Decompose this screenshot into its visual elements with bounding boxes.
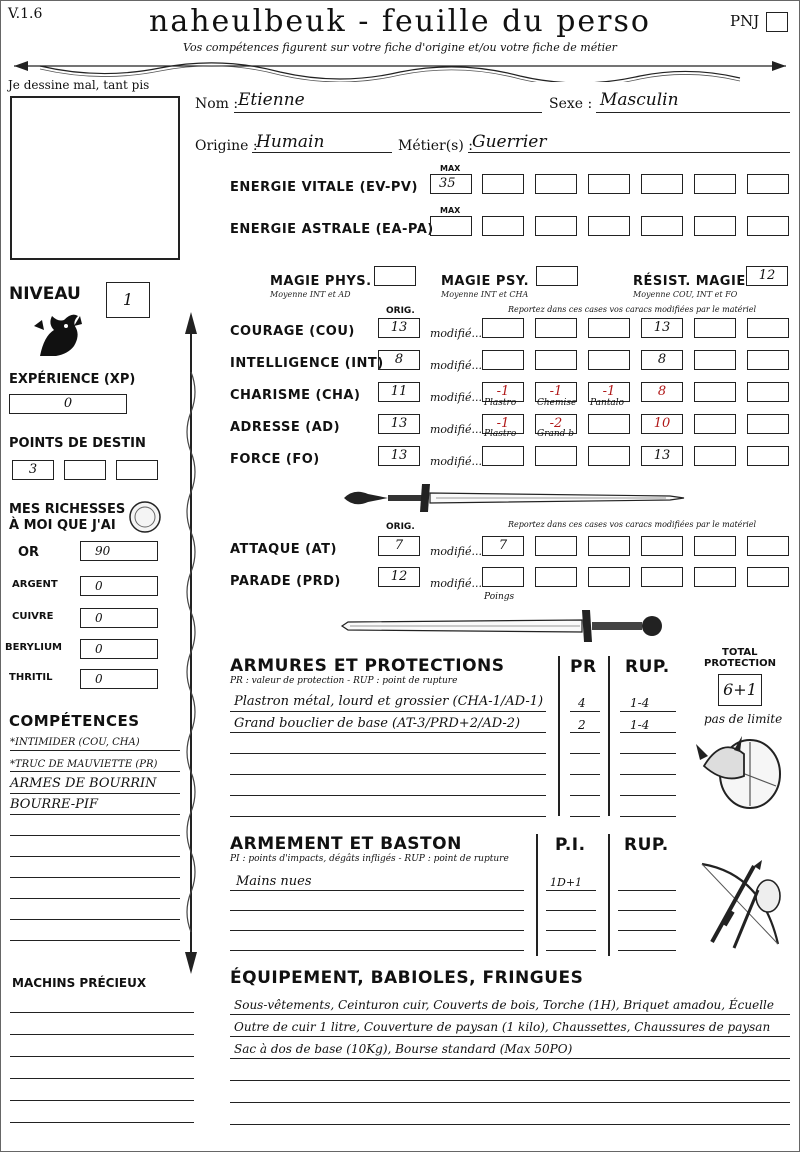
prd-box[interactable] (694, 567, 736, 587)
weapons-divider (536, 834, 538, 956)
precious-line (10, 1034, 194, 1035)
ev-box[interactable] (535, 174, 577, 194)
prd-box[interactable] (588, 567, 630, 587)
ea-max-value[interactable] (430, 216, 472, 236)
poings-note: Poings (484, 592, 515, 602)
resist-label: RÉSIST. MAGIE (633, 274, 746, 289)
stat-mod-cell[interactable] (482, 446, 524, 466)
weapon-line (230, 910, 524, 911)
ea-max-label: MAX (440, 206, 461, 215)
stat-mod-cell[interactable]: 8 (641, 350, 683, 370)
magic-psy-sub: Moyenne INT et CHA (441, 290, 529, 299)
skill-line (10, 898, 180, 899)
skill-line (10, 814, 180, 815)
skills-title: COMPÉTENCES (9, 712, 140, 730)
wealth-name-berylium: BERYLIUM (5, 642, 63, 653)
at-box[interactable] (588, 536, 630, 556)
stat-item-note: Plastro (484, 429, 517, 439)
stat-mod-cell[interactable] (694, 350, 736, 370)
nom-label: Nom : (195, 96, 239, 112)
precious-line (10, 1012, 194, 1013)
armor-pr-label: PR (570, 657, 597, 677)
stat-mod-cell[interactable] (747, 318, 789, 338)
stat-mod-cell[interactable] (588, 446, 630, 466)
equipment-line (230, 1058, 790, 1059)
armor-divider (608, 656, 610, 816)
at-modifie: modifié... (430, 545, 482, 558)
equipment-line (230, 1036, 790, 1037)
weapon-line (618, 930, 676, 931)
ea-box[interactable] (588, 216, 630, 236)
armor-line (230, 816, 546, 817)
at-orig[interactable]: 7 (378, 536, 420, 556)
wealth-label-1: MES RICHESSES (9, 502, 126, 517)
ev-box[interactable] (482, 174, 524, 194)
ea-box[interactable] (747, 216, 789, 236)
wealth-value-or[interactable]: 90 (80, 541, 158, 561)
stat-orig-value[interactable]: 8 (378, 350, 420, 370)
skill-item: ARMES DE BOURRIN (10, 776, 157, 791)
ea-box[interactable] (482, 216, 524, 236)
xp-label: EXPÉRIENCE (XP) (9, 372, 136, 387)
stat-orig-value[interactable]: 13 (378, 414, 420, 434)
total-protection-value[interactable]: 6+1 (718, 674, 762, 706)
prd-label: PARADE (PRD) (230, 574, 341, 589)
stat-mod-cell[interactable] (747, 382, 789, 402)
stat-mod-cell[interactable] (694, 414, 736, 434)
armor-line (570, 711, 600, 712)
stat-mod-cell[interactable]: 13 (641, 446, 683, 466)
weapon-line (230, 890, 524, 891)
weapons-rup-label: RUP. (624, 835, 669, 855)
skill-item: *TRUC DE MAUVIETTE (PR) (10, 759, 158, 770)
nom-line (234, 112, 542, 113)
ev-max-label: MAX (440, 164, 461, 173)
armor-line (230, 753, 546, 754)
stat-mod-cell[interactable]: 10 (641, 414, 683, 434)
weapon-line (230, 950, 524, 951)
ea-box[interactable] (694, 216, 736, 236)
ev-box[interactable] (747, 174, 789, 194)
equipment-line-text: Sac à dos de base (10Kg), Bourse standard (Max 50PO) (234, 1042, 573, 1056)
stat-modifie-label: modifié... (430, 455, 482, 468)
at-mod-1[interactable]: 7 (482, 536, 524, 556)
equipment-line-text: Outre de cuir 1 litre, Couverture de paysan (1 kilo), Chaussettes, Chaussures de paysan (234, 1020, 771, 1034)
at-box[interactable] (694, 536, 736, 556)
weapons-title: ARMEMENT ET BASTON (230, 834, 462, 854)
skill-line (10, 793, 180, 794)
magic-phys-sub: Moyenne INT et AD (270, 290, 351, 299)
stat-modifie-label: modifié... (430, 327, 482, 340)
sexe-value[interactable]: Masculin (600, 90, 679, 110)
magic-psy-box[interactable] (536, 266, 578, 286)
stat-mod-cell[interactable] (747, 446, 789, 466)
armor-line (230, 795, 546, 796)
wealth-value-argent[interactable]: 0 (80, 576, 158, 596)
equipment-line (230, 1014, 790, 1015)
armor-divider (558, 656, 560, 816)
spear-icon (180, 312, 202, 974)
sword-icon (336, 478, 686, 518)
stat-mod-cell[interactable] (588, 350, 630, 370)
stat-mod-cell[interactable] (482, 318, 524, 338)
prd-box[interactable] (482, 567, 524, 587)
stats-orig-label: ORIG. (386, 306, 415, 316)
weapons-divider (608, 834, 610, 956)
prd-modifie: modifié... (430, 577, 482, 590)
precious-line (10, 1056, 194, 1057)
stat-orig-value[interactable]: 11 (378, 382, 420, 402)
precious-line (10, 1122, 194, 1123)
stats-note: Reportez dans ces cases vos caracs modifiées par le matériel (508, 305, 757, 314)
armor-line (570, 795, 600, 796)
origine-value[interactable]: Humain (256, 132, 325, 152)
ev-max-value[interactable]: 35 (430, 174, 472, 194)
stat-label: CHARISME (CHA) (230, 388, 361, 403)
ea-label: ENERGIE ASTRALE (EA-PA) (230, 222, 434, 237)
weapon-line (618, 910, 676, 911)
level-label: NIVEAU (9, 284, 81, 304)
weapons-icon (694, 856, 786, 952)
pas-de-limite: pas de limite (704, 712, 783, 726)
at-box[interactable] (535, 536, 577, 556)
prd-box[interactable] (535, 567, 577, 587)
at-label: ATTAQUE (AT) (230, 542, 337, 557)
armor-title: ARMURES ET PROTECTIONS (230, 656, 505, 676)
magic-phys-box[interactable] (374, 266, 416, 286)
sexe-label: Sexe : (549, 96, 593, 112)
stat-mod-cell[interactable] (535, 318, 577, 338)
version-label: V.1.6 (8, 6, 43, 22)
armor-line (570, 774, 600, 775)
stat-orig-value[interactable]: 13 (378, 446, 420, 466)
precious-line (10, 1100, 194, 1101)
weapon-row-pi: 1D+1 (550, 876, 583, 889)
stat-mod-cell[interactable]: 8 (641, 382, 683, 402)
armor-sub: PR : valeur de protection - RUP : point de rupture (230, 676, 458, 686)
destin-value[interactable]: 3 (12, 460, 54, 480)
sword-icon (336, 606, 686, 646)
level-value[interactable]: 1 (106, 282, 150, 318)
weapons-pi-label: P.I. (555, 835, 586, 855)
stat-mod-cell[interactable] (588, 318, 630, 338)
equipment-line-text: Sous-vêtements, Ceinturon cuir, Couverts de bois, Torche (1H), Briquet amadou, Écuelle (234, 998, 774, 1012)
stat-mod-cell[interactable] (694, 446, 736, 466)
armor-line (570, 732, 600, 733)
magic-phys-label: MAGIE PHYS. (270, 274, 372, 289)
weapon-line (546, 950, 596, 951)
armor-row-pr: 4 (578, 696, 586, 710)
dragon-icon (30, 306, 86, 364)
armor-line (230, 711, 546, 712)
stat-mod-cell[interactable]: -2 (535, 414, 577, 434)
stat-modifie-label: modifié... (430, 391, 482, 404)
stat-mod-cell[interactable] (535, 446, 577, 466)
ev-box[interactable] (641, 174, 683, 194)
destin-box-2[interactable] (64, 460, 106, 480)
stat-item-note: Pantalo (590, 398, 625, 408)
wealth-name-thritil: THRITIL (9, 672, 53, 683)
combat-orig-label: ORIG. (386, 522, 415, 532)
stat-mod-cell[interactable]: 13 (641, 318, 683, 338)
armor-row-rup: 1-4 (630, 718, 650, 732)
stat-label: INTELLIGENCE (INT) (230, 356, 384, 371)
wealth-name-argent: ARGENT (12, 579, 58, 590)
skill-line (10, 750, 180, 751)
armor-line (620, 711, 676, 712)
sexe-line (596, 112, 790, 113)
weapon-line (546, 930, 596, 931)
weapon-line (618, 890, 676, 891)
metier-value[interactable]: Guerrier (472, 132, 547, 152)
weapon-line (546, 910, 596, 911)
armor-row-name: Grand bouclier de base (AT-3/PRD+2/AD-2) (234, 716, 521, 731)
skill-line (10, 835, 180, 836)
stat-item-note: Chemise (537, 398, 577, 408)
at-box[interactable] (641, 536, 683, 556)
armor-row-rup: 1-4 (630, 696, 650, 710)
resist-sub: Moyenne COU, INT et FO (633, 290, 738, 299)
wealth-label-2: À MOI QUE J'AI (9, 518, 116, 533)
wealth-name-or: OR (18, 545, 40, 560)
destin-box-3[interactable] (116, 460, 158, 480)
stat-modifie-label: modifié... (430, 359, 482, 372)
wealth-name-cuivre: CUIVRE (12, 611, 54, 622)
skill-line (10, 771, 180, 772)
stat-mod-cell[interactable] (747, 414, 789, 434)
equipment-line (230, 1102, 790, 1103)
armor-line (230, 732, 546, 733)
skill-line (10, 940, 180, 941)
portrait-label: Je dessine mal, tant pis (8, 78, 150, 92)
equipment-line (230, 1080, 790, 1081)
wealth-value-berylium[interactable]: 0 (80, 639, 158, 659)
helmet-shield-icon (694, 726, 786, 812)
stat-label: COURAGE (COU) (230, 324, 355, 339)
stat-mod-cell[interactable] (694, 382, 736, 402)
sheet-title: naheulbeuk - feuille du perso (149, 4, 651, 39)
skill-line (10, 919, 180, 920)
xp-value[interactable]: 0 (9, 394, 127, 414)
skill-item: *INTIMIDER (COU, CHA) (10, 737, 140, 748)
stat-item-note: Plastro (484, 398, 517, 408)
stat-label: FORCE (FO) (230, 452, 320, 467)
total-label-1: TOTAL (722, 647, 758, 658)
armor-line (620, 774, 676, 775)
armor-line (620, 732, 676, 733)
precious-title: MACHINS PRÉCIEUX (12, 976, 147, 990)
origine-line (252, 152, 392, 153)
stat-mod-cell[interactable]: -1 (588, 382, 630, 402)
total-label-2: PROTECTION (704, 658, 776, 669)
ev-label: ENERGIE VITALE (EV-PV) (230, 180, 418, 195)
stat-modifie-label: modifié... (430, 423, 482, 436)
resist-value[interactable]: 12 (746, 266, 788, 286)
destin-label: POINTS DE DESTIN (9, 436, 146, 451)
magic-psy-label: MAGIE PSY. (441, 274, 530, 289)
stat-mod-cell[interactable] (747, 350, 789, 370)
coin-icon (128, 500, 162, 534)
wealth-value-thritil[interactable]: 0 (80, 669, 158, 689)
armor-rup-label: RUP. (625, 657, 670, 677)
stat-label: ADRESSE (AD) (230, 420, 341, 435)
armor-line (620, 816, 676, 817)
armor-line (620, 795, 676, 796)
pnj-label: PNJ (730, 12, 760, 30)
pnj-checkbox[interactable] (766, 12, 788, 32)
prd-orig[interactable]: 12 (378, 567, 420, 587)
stat-mod-cell[interactable]: -1 (535, 382, 577, 402)
armor-row-pr: 2 (578, 718, 586, 732)
weapon-line (618, 950, 676, 951)
equipment-title: ÉQUIPEMENT, BABIOLES, FRINGUES (230, 968, 584, 988)
stat-orig-value[interactable]: 13 (378, 318, 420, 338)
weapon-row-name: Mains nues (236, 874, 312, 889)
stat-mod-cell[interactable] (588, 414, 630, 434)
equipment-line (230, 1124, 790, 1125)
skill-line (10, 877, 180, 878)
stat-item-note: Grand b (537, 429, 575, 439)
nom-value[interactable]: Etienne (238, 90, 305, 110)
metier-line (468, 152, 790, 153)
ev-box[interactable] (588, 174, 630, 194)
combat-note: Reportez dans ces cases vos caracs modifiées par le matériel (508, 520, 757, 529)
prd-box[interactable] (641, 567, 683, 587)
wealth-value-cuivre[interactable]: 0 (80, 608, 158, 628)
armor-line (570, 753, 600, 754)
portrait-box[interactable] (10, 96, 180, 260)
armor-line (230, 774, 546, 775)
weapons-sub: PI : points d'impacts, dégâts infligés - RUP : point de rupture (230, 854, 509, 864)
weapon-line (546, 890, 596, 891)
ev-box[interactable] (694, 174, 736, 194)
at-box[interactable] (747, 536, 789, 556)
armor-line (620, 753, 676, 754)
armor-line (570, 816, 600, 817)
weapon-line (230, 930, 524, 931)
skill-line (10, 856, 180, 857)
skill-item: BOURRE-PIF (10, 797, 99, 812)
prd-box[interactable] (747, 567, 789, 587)
origine-label: Origine : (195, 138, 258, 154)
stat-mod-cell[interactable] (535, 350, 577, 370)
stat-mod-cell[interactable]: -1 (482, 382, 524, 402)
ea-box[interactable] (535, 216, 577, 236)
stat-mod-cell[interactable] (694, 318, 736, 338)
stat-mod-cell[interactable] (482, 350, 524, 370)
ea-box[interactable] (641, 216, 683, 236)
armor-row-name: Plastron métal, lourd et grossier (CHA-1/AD-1) (234, 694, 544, 709)
sheet-subtitle: Vos compétences figurent sur votre fiche d'origine et/ou votre fiche de métier (183, 41, 617, 54)
metier-label: Métier(s) : (398, 138, 473, 154)
precious-line (10, 1078, 194, 1079)
stat-mod-cell[interactable]: -1 (482, 414, 524, 434)
